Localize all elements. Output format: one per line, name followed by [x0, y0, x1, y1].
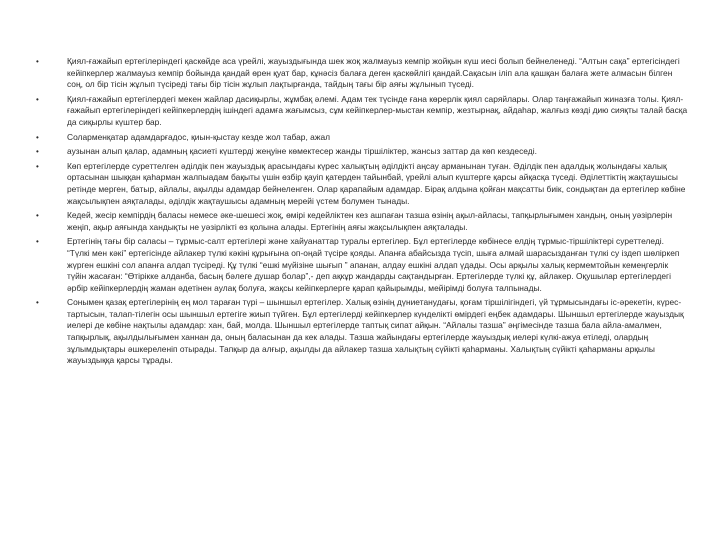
bullet-icon: •	[36, 94, 39, 104]
list-item	[36, 132, 688, 144]
bullet-icon: •	[36, 298, 39, 308]
list-item	[36, 161, 688, 207]
bullet-icon: •	[36, 211, 39, 221]
list-item-text: Ертегінің тағы бір саласы – тұрмыс-салт ертегілері және хайуанаттар туралы ертегілер. Бұл ертегілерде көбінесе елдің тұрмыс-тіршіліктері суреттеледі. “Түлкі мен кәкі” ертегісінде айлакер түлкі кәкіні құрығына оп-оңай түсіре қояды. Апанға абайсызда түсіп, шыға алмай шарасызданған түлкі су іздеп шөліркеп жүрген ешкіні сол апанға алдап түсіреді. Құ түлкі “ешкі мүйізіне шығып ” апанан, алдау ешкіні алдап үдады. Осы арқылы халық кермемтойын кемеңгерлік түйін жасаған: “Өтірікке алданба, басың бәлеге душар болар”,- деп ақкұр жандарды сақтандырған. Ертегілерде түлкі құ, айлакер. Оқушылар ертегілердегі әрбір кейіпкерлердің жаман әдетінен аулақ болуға, жақсы кейіпкерлерге қарап қайырымды, мейірімді болуға талпынады.	[67, 236, 680, 293]
bullet-icon: •	[36, 237, 39, 247]
list-item-text: Қиял-ғажайып ертегілеріндегі қаскөйде аса үрейлі, жауыздығында шек жоқ жалмауыз кемпір жойқын күш иесі болып бейнеленеді. “Алтын сақа” ертегісіндегі кейіпкерлер жалмауыз кемпір бойында қандай өрен қуат бар, кұнәсіз балаға деген қаскөйлігі қандай.Сақасын іліп ала қашқан балаға жете алмасын білген соң, ол бір тісін жұлып түсіреді тағы бір тісін жұлып лақтырғанда, тайдың тағы бір аяғы жұлынып түседі.	[67, 56, 680, 90]
list-item-text: Сонымен қазақ ертегілерінің ең мол тараған түрі – шыншыл ертегілер. Халық өзінің дүниетанудағы, қоғам тіршілігіндегі, үй тұрмысындағы іс-әрекетін, күрес-тартысын, талап-тілегін осы шыншыл ертегіге жиып түйген. Бұл ертегілерді кейіпкерлер күнделікті өмірдегі еңбек адамдары. Шыншыл ертегілерде жауыздық иелері де көбіне нақтылы адамдар: хан, бай, молда. Шыншыл ертегілерде таптық сипат айқын. “Айлалы тазша” әңгімесінде тазша бала айла-амалмен, тапқырлық, ақылдылығымен ханнан да, оның баласынан да кек алады. Тазша жайындағы ертегілерде жауыздық иелері күлкі-ажуа етіледі, олардың зұлымдықтары әшкереленіп отырады. Тапқыр да алғыр, ақылды да айлакер тазша халықтың сүйікті қаһарманы. Халықтың сүйікті қаһарманы арқылы жауыздыққа қарсы тұрады.	[67, 297, 684, 366]
list-item-text: Қиял-ғажайып ертегілердегі мекен жайлар дасиқырлы, жұмбақ әлемі. Адам тек түсінде ғана көрерлік қиял саряйлары. Олар таңғажайып жиназға толы. Қиял-ғажайып ертегілеріндегі кейіпкерлердің ішіндегі адамға жағымсыз, сұм кейіпкерлер-мыстан кемпір, жезтырнақ, айдаһар, жалғыз көзді дию сияқты талай басқа да сиқырлы күштер бар.	[67, 93, 688, 127]
bullet-icon: •	[36, 132, 39, 142]
list-item-text: Соларменқатар адамдарғадос, қиын-қыстау кезде жол табар, ажал	[67, 131, 331, 142]
bullet-icon: •	[36, 147, 39, 157]
list-item	[36, 210, 688, 233]
list-item-text: Кедей, жесір кемпірдің баласы немесе әке-шешесі жоқ, өмірі кедейліктен кез ашпаған тазша өзінің ақыл-айласы, тапқырлығымен хандың, оның уәзірлерін жеңіп, ақыр аяғында хандықты не уәзірлікті өз қолына алады. Ертегінің аяғы жақсылықпен аяқталады.	[67, 210, 673, 232]
list-item-text: Көп ертегілерде суреттелген әділдік пен жауыздық арасындағы күрес халықтың әділдікті аңсау арманынан туған. Әділдік пен адалдық жолындағы халық ортасынан шыққан қаһарман жалпыадам бақыты үшін өзбір қауіп қатерден тайынбай, үрейлі алып күштерге қарсы айқасқа түседі. Әділеттіктің жақтаушысы ретінде мерген, батыр, айлалы, ақылды адамдар бейнеленген. Олар қарапайым адамдар. Бірақ алдына қойған мақсатты биік, сондықтан да ертегілер көбіне жақсылықпен аяқталады, әділдік жақтаушысы адамның мерейі үстем болумен тынады.	[67, 160, 686, 206]
list-item	[36, 236, 688, 294]
list-item	[36, 94, 688, 129]
list-item-text: аузынан алып қалар, адамның қасиеті күштерді жеңуіне көмектесер жанды тіршіліктер, жансыз заттар да көп кездеседі.	[67, 146, 537, 157]
list-item	[36, 56, 688, 91]
list-item	[36, 146, 688, 158]
bullet-icon: •	[36, 57, 39, 66]
list-item	[36, 297, 688, 367]
bullet-icon: •	[36, 161, 39, 171]
bullet-list	[36, 56, 688, 370]
